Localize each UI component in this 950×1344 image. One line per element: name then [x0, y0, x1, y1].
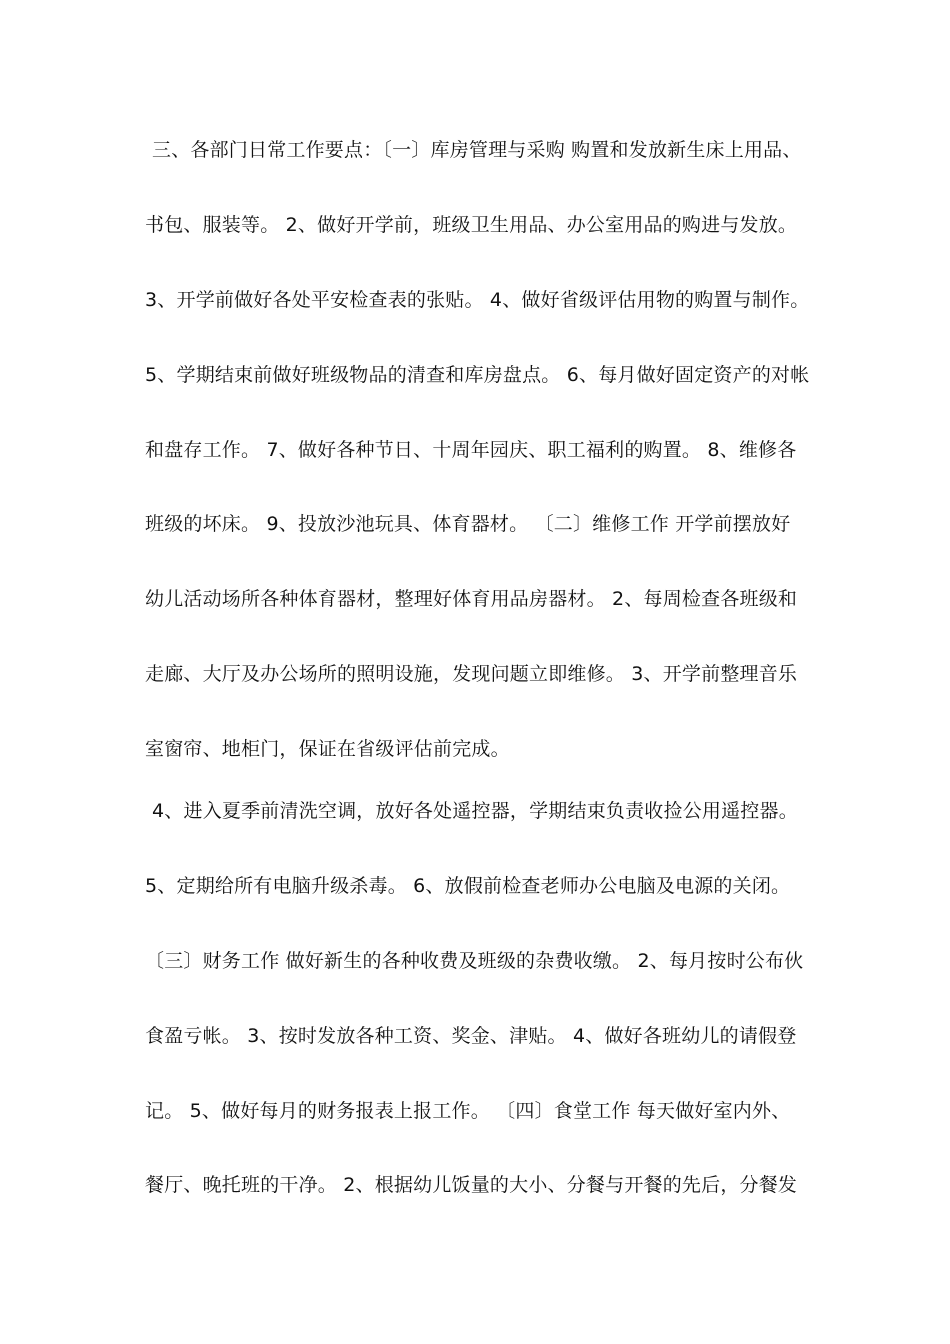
- paragraph-line: 5、学期结束前做好班级物品的清查和库房盘点。 6、每月做好固定资产的对帐: [145, 364, 810, 386]
- paragraph-line: 餐厅、晚托班的干净。 2、根据幼儿饭量的大小、分餐与开餐的先后，分餐发: [145, 1174, 798, 1196]
- paragraph-line: 和盘存工作。 7、做好各种节日、十周年园庆、职工福利的购置。 8、维修各: [145, 439, 797, 461]
- paragraph-line: 5、定期给所有电脑升级杀毒。 6、放假前检查老师办公电脑及电源的关闭。: [145, 875, 791, 897]
- paragraph-line: 走廊、大厅及办公场所的照明设施，发现问题立即维修。 3、开学前整理音乐: [145, 663, 798, 685]
- paragraph-line: 室窗帘、地柜门，保证在省级评估前完成。: [145, 738, 510, 760]
- paragraph-line: 班级的坏床。 9、投放沙池玩具、体育器材。 〔二〕维修工作 开学前摆放好: [145, 513, 791, 535]
- paragraph-line: 食盈亏帐。 3、按时发放各种工资、奖金、津贴。 4、做好各班幼儿的请假登: [145, 1025, 797, 1047]
- paragraph-line: 3、开学前做好各处平安检查表的张贴。 4、做好省级评估用物的购置与制作。: [145, 289, 810, 311]
- paragraph-line: 书包、服装等。 2、做好开学前，班级卫生用品、办公室用品的购进与发放。: [145, 214, 798, 236]
- paragraph-line: 幼儿活动场所各种体育器材，整理好体育用品房器材。 2、每周检查各班级和: [145, 588, 798, 610]
- paragraph-line: 三、各部门日常工作要点：〔一〕库房管理与采购 购置和发放新生床上用品、: [152, 139, 802, 161]
- paragraph-line: 4、进入夏季前清洗空调，放好各处遥控器，学期结束负责收捡公用遥控器。: [152, 800, 798, 822]
- paragraph-line: 记。 5、做好每月的财务报表上报工作。 〔四〕食堂工作 每天做好室内外、: [145, 1100, 791, 1122]
- paragraph-line: 〔三〕财务工作 做好新生的各种收费及班级的杂费收缴。 2、每月按时公布伙: [145, 950, 804, 972]
